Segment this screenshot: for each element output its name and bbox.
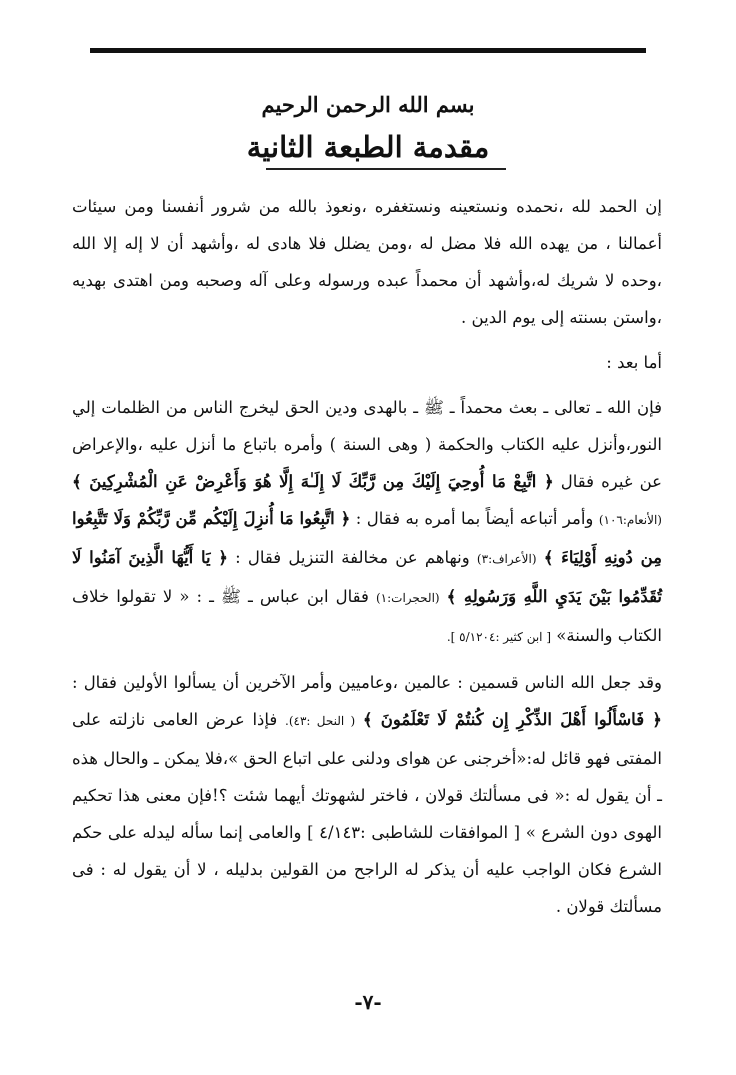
page-number: -٧- [354, 990, 382, 1014]
quran-verse: ﴿ اتَّبِعْ مَا أُوحِيَ إِلَيْكَ مِن رَّبِّكَ لَا إِلَـٰهَ إِلَّا هُوَ وَأَعْرِضْ عَنِ الْمُشْرِكِينَ ﴾ [72, 472, 554, 491]
verse-reference: (الأعراف:٣) [476, 552, 537, 566]
paragraph-two-groups [72, 664, 662, 925]
paragraph-text: فإن الله ـ تعالى ـ بعث محمداً ـ ﷺ ـ بالهدى ودين الحق ليخرج الناس من الظلمات إلي النور،وأنزل عليه الكتاب والحكمة ( وهى السنة ) وأمره باتباع ما أنزل عليه ،والإعراض عن غيره فقال [72, 398, 662, 491]
paragraph-prophet-mission [72, 389, 662, 656]
amma-baad: أما بعد : [606, 353, 662, 372]
paragraph-text: فقال ابن عباس ـ ﷺ ـ : « لا تقولوا خلاف الكتاب والسنة» [72, 587, 662, 645]
verse-reference: (الأنعام:١٠٦) [598, 513, 662, 527]
citation-reference: [ ابن كثير :٥/١٢٠٤ ]. [446, 630, 552, 644]
quran-verse: ﴿ يَا أَيُّهَا الَّذِينَ آمَنُوا لَا تُقَدِّمُوا بَيْنَ يَدَيِ اللَّهِ وَرَسُولِهِ ﴾ [72, 548, 663, 606]
document-body [72, 188, 662, 925]
page-title: مقدمة الطبعة الثانية [246, 130, 490, 164]
paragraph-text: فإذا عرض العامى نازلته على المفتى فهو قائل له:«أخرجنى عن هواى ودلنى على اتباع الحق »،فلا يمكن ـ والحال هذه ـ أن يقول له :« فى مسألتك قولان ، فاختر لشهوتك أيهما شئت ؟!فإن معنى هذا تحكيم الهوى دون الشرع » [ الموافقات للشاطبى :٤/١٤٣ ] والعامى إنما سأله ليدله على حكم الشرع فكان الواجب عليه أن يذكر له الراجح من القولين بدليله ، لا أن يقول له : فى مسألتك قولان . [72, 710, 662, 916]
quran-verse: ﴿ فَاسْأَلُوا أَهْلَ الذِّكْرِ إِن كُنتُمْ لَا تَعْلَمُونَ ﴾ [362, 710, 662, 729]
verse-reference: (الحجرات:١) [375, 591, 440, 605]
basmala: بسم الله الرحمن الرحيم [261, 92, 475, 117]
quran-verse: ﴿ اتَّبِعُوا مَا أُنزِلَ إِلَيْكُم مِّن رَّبِّكُمْ وَلَا تَتَّبِعُوا مِن دُونِهِ أَوْلِيَاءَ ﴾ [72, 509, 662, 567]
top-rule [90, 48, 646, 53]
title-underline [266, 168, 506, 170]
paragraph-text: ونهاهم عن مخالفة التنزيل فقال : [235, 548, 470, 567]
verse-reference: ( النحل :٤٣). [285, 714, 356, 728]
opening-paragraph: إن الحمد لله ،نحمده ونستعينه ونستغفره ،ونعوذ بالله من شرور أنفسنا ومن سيئات أعمالنا ، من يهده الله فلا مضل له ،ومن يضلل فلا هادى له ،وأشهد أن لا إله إلا الله ،وحده لا شريك له،وأشهد أن محمداً عبده ورسوله وعلى آله وصحبه ومن اهتدى بهديه ،واستن بسنته إلى يوم الدين . [72, 197, 662, 327]
paragraph-text: وأمر أتباعه أيضاً بما أمره به فقال : [355, 509, 594, 528]
paragraph-text: وقد جعل الله الناس قسمين : عالمين ،وعاميين وأمر الآخرين أن يسألوا الأولين فقال : [72, 673, 662, 692]
